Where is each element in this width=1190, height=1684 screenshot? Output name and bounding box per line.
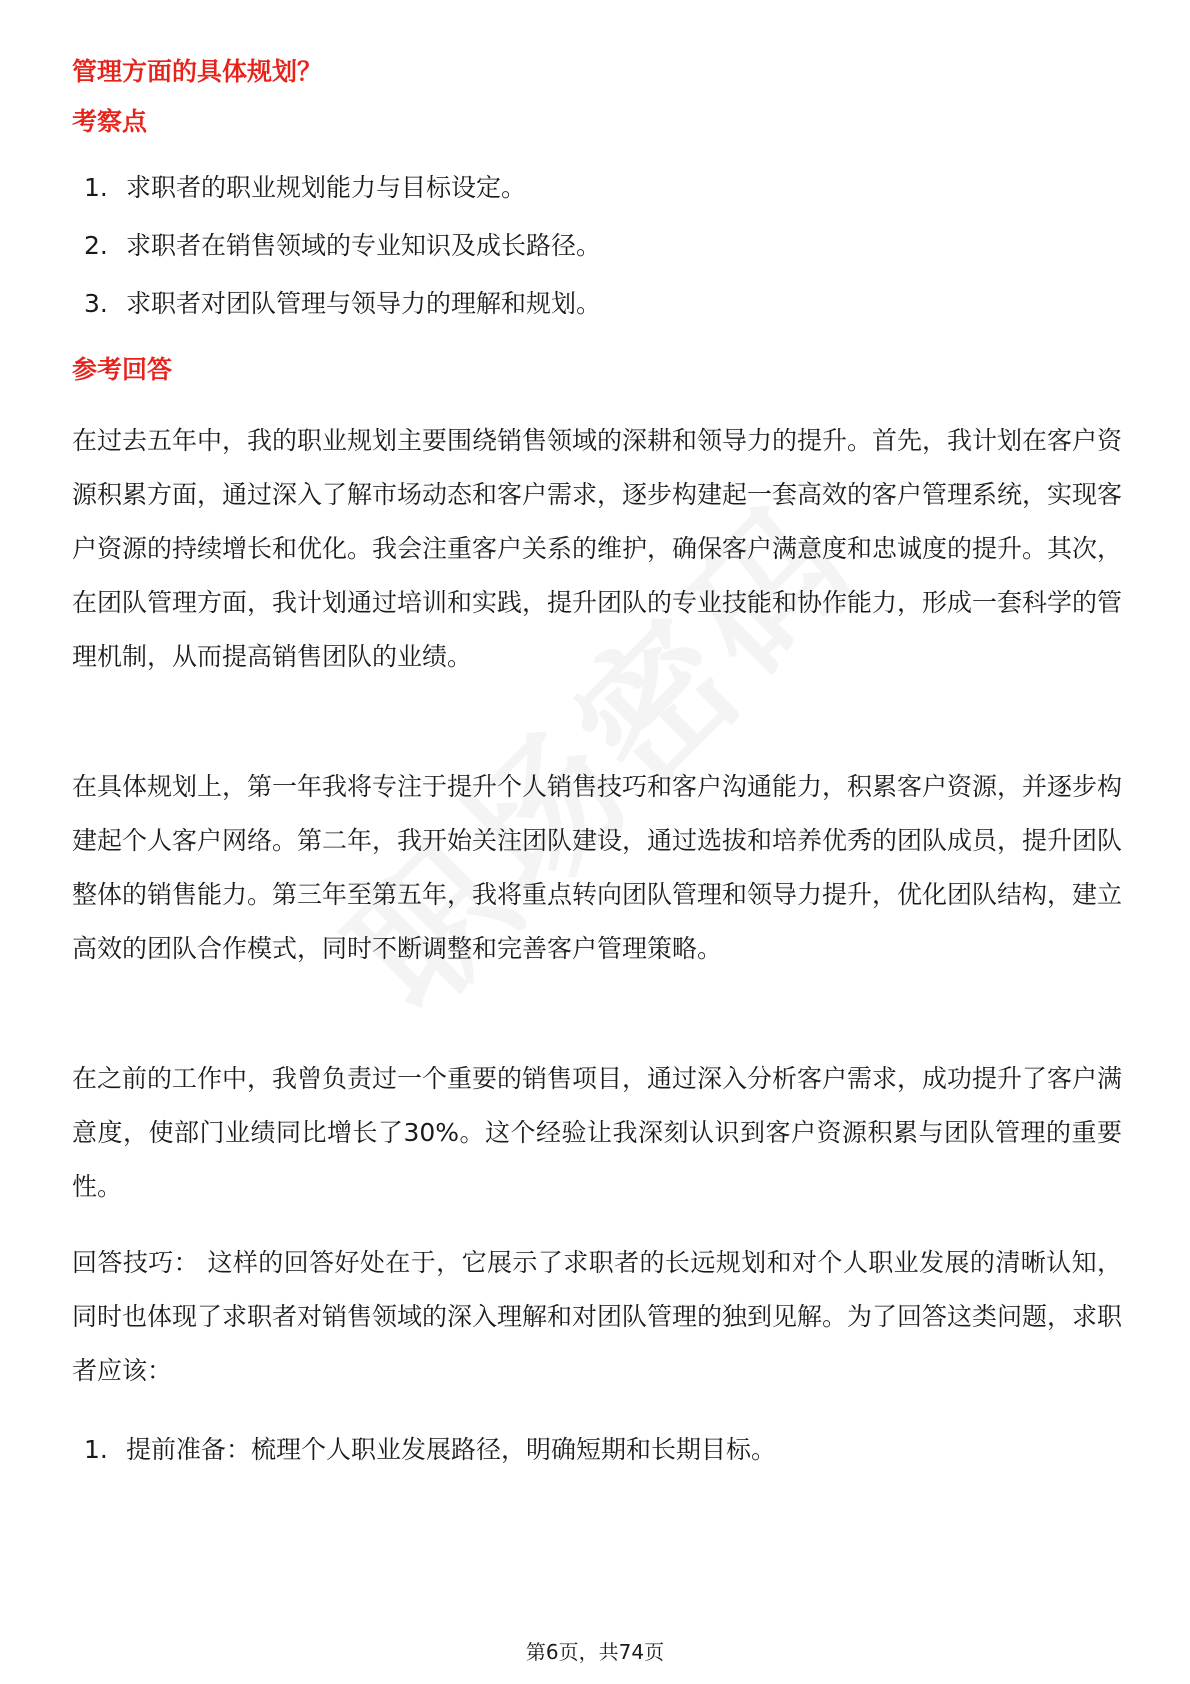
list-item: 2. 求职者在销售领域的专业知识及成长路径。 — [84, 231, 602, 260]
list-item: 1. 求职者的职业规划能力与目标设定。 — [84, 173, 527, 202]
answer-paragraph-1: 在过去五年中，我的职业规划主要围绕销售领域的深耕和领导力的提升。首先，我计划在客户资源积累方面，通过深入了解市场动态和客户需求，逐步构建起一套高效的客户管理系统，实现客户资源的持续增长和优化。我会注重客户关系的维护，确保客户满意度和忠诚度的提升。其次，在团队管理方面，我计划通过培训和实践，提升团队的专业技能和协作能力，形成一套科学的管理机制，从而提高销售团队的业绩。 — [72, 426, 1123, 671]
list-item: 1. 提前准备：梳理个人职业发展路径，明确短期和长期目标。 — [84, 1435, 777, 1464]
question-title: 管理方面的具体规划？ — [72, 57, 323, 86]
exam-points-heading: 考察点 — [72, 107, 148, 136]
answer-paragraph-2: 在具体规划上，第一年我将专注于提升个人销售技巧和客户沟通能力，积累客户资源，并逐步构建起个人客户网络。第二年，我开始关注团队建设，通过选拔和培养优秀的团队成员，提升团队整体的销售能力。第三年至第五年，我将重点转向团队管理和领导力提升，优化团队结构，建立高效的团队合作模式，同时不断调整和完善客户管理策略。 — [72, 772, 1123, 963]
answer-heading: 参考回答 — [72, 355, 173, 384]
list-item: 3. 求职者对团队管理与领导力的理解和规划。 — [84, 289, 602, 318]
page-number-footer: 第6页，共74页 — [525, 1640, 665, 1664]
answer-tips-paragraph: 回答技巧： 这样的回答好处在于，它展示了求职者的长远规划和对个人职业发展的清晰认知，同时也体现了求职者对销售领域的深入理解和对团队管理的独到见解。为了回答这类问题，求职者应该： — [72, 1248, 1123, 1385]
tips-list — [84, 1432, 1124, 1490]
exam-points-list — [84, 170, 1124, 344]
answer-paragraph-3: 在之前的工作中，我曾负责过一个重要的销售项目，通过深入分析客户需求，成功提升了客户满意度，使部门业绩同比增长了30%。这个经验让我深刻认识到客户资源积累与团队管理的重要性。 — [72, 1064, 1123, 1201]
